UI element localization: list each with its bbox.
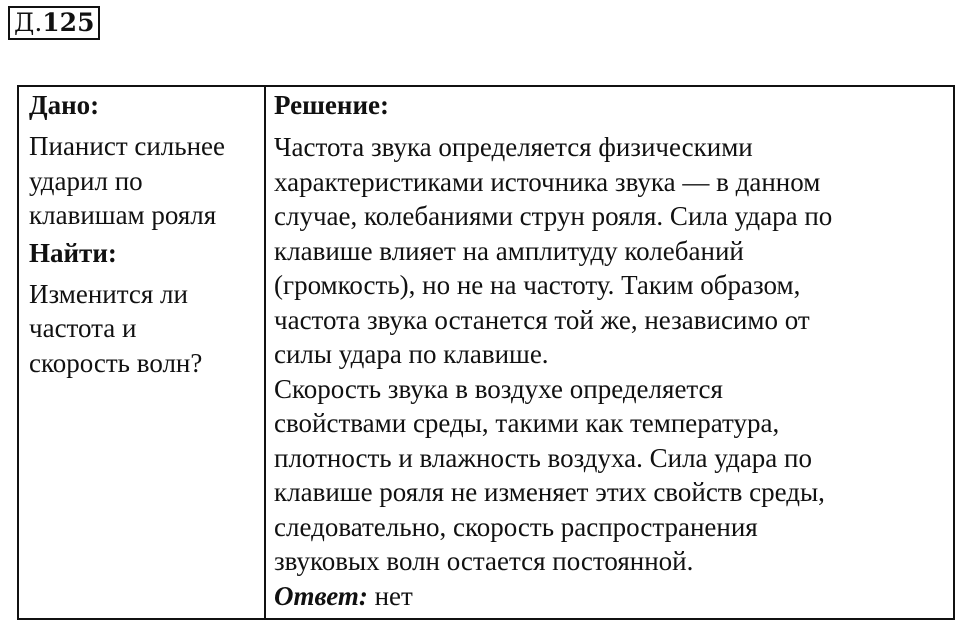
solution-table [17, 85, 955, 620]
answer-line [274, 579, 949, 614]
problem-number-label [8, 6, 100, 40]
problem-prefix: Д. [14, 8, 43, 37]
find-heading: Найти: [29, 237, 117, 268]
problem-number: 125 [42, 8, 95, 37]
solution-paragraph-frequency: Частота звука определяется физическими характеристиками источника звука — в данном случае, колебаниями струн рояля. Сила удара по клавише влияет на амплитуду колебаний (громкость), но не на частоту. Таким образом, частота звука останется той же, независимо от силы удара по клавише. [274, 132, 833, 369]
solution-column [274, 89, 949, 613]
solution-paragraph-speed: Скорость звука в воздухе определяется свойствами среды, такими как температура, плотность и влажность воздуха. Сила удара по клавише рояля не изменяет этих свойств среды, следовательно, скорость распространения звуковых волн остается постоянной. [274, 373, 825, 576]
solution-heading: Решение: [274, 90, 389, 120]
given-text: Пианист сильнее ударил по клавишам рояля [29, 131, 226, 230]
given-column [29, 89, 259, 380]
find-text: Изменится ли частота и скорость волн? [29, 278, 203, 378]
column-divider [264, 87, 266, 618]
answer-label: Ответ: [274, 580, 368, 611]
answer-value: нет [374, 580, 413, 611]
given-heading: Дано: [29, 90, 100, 120]
